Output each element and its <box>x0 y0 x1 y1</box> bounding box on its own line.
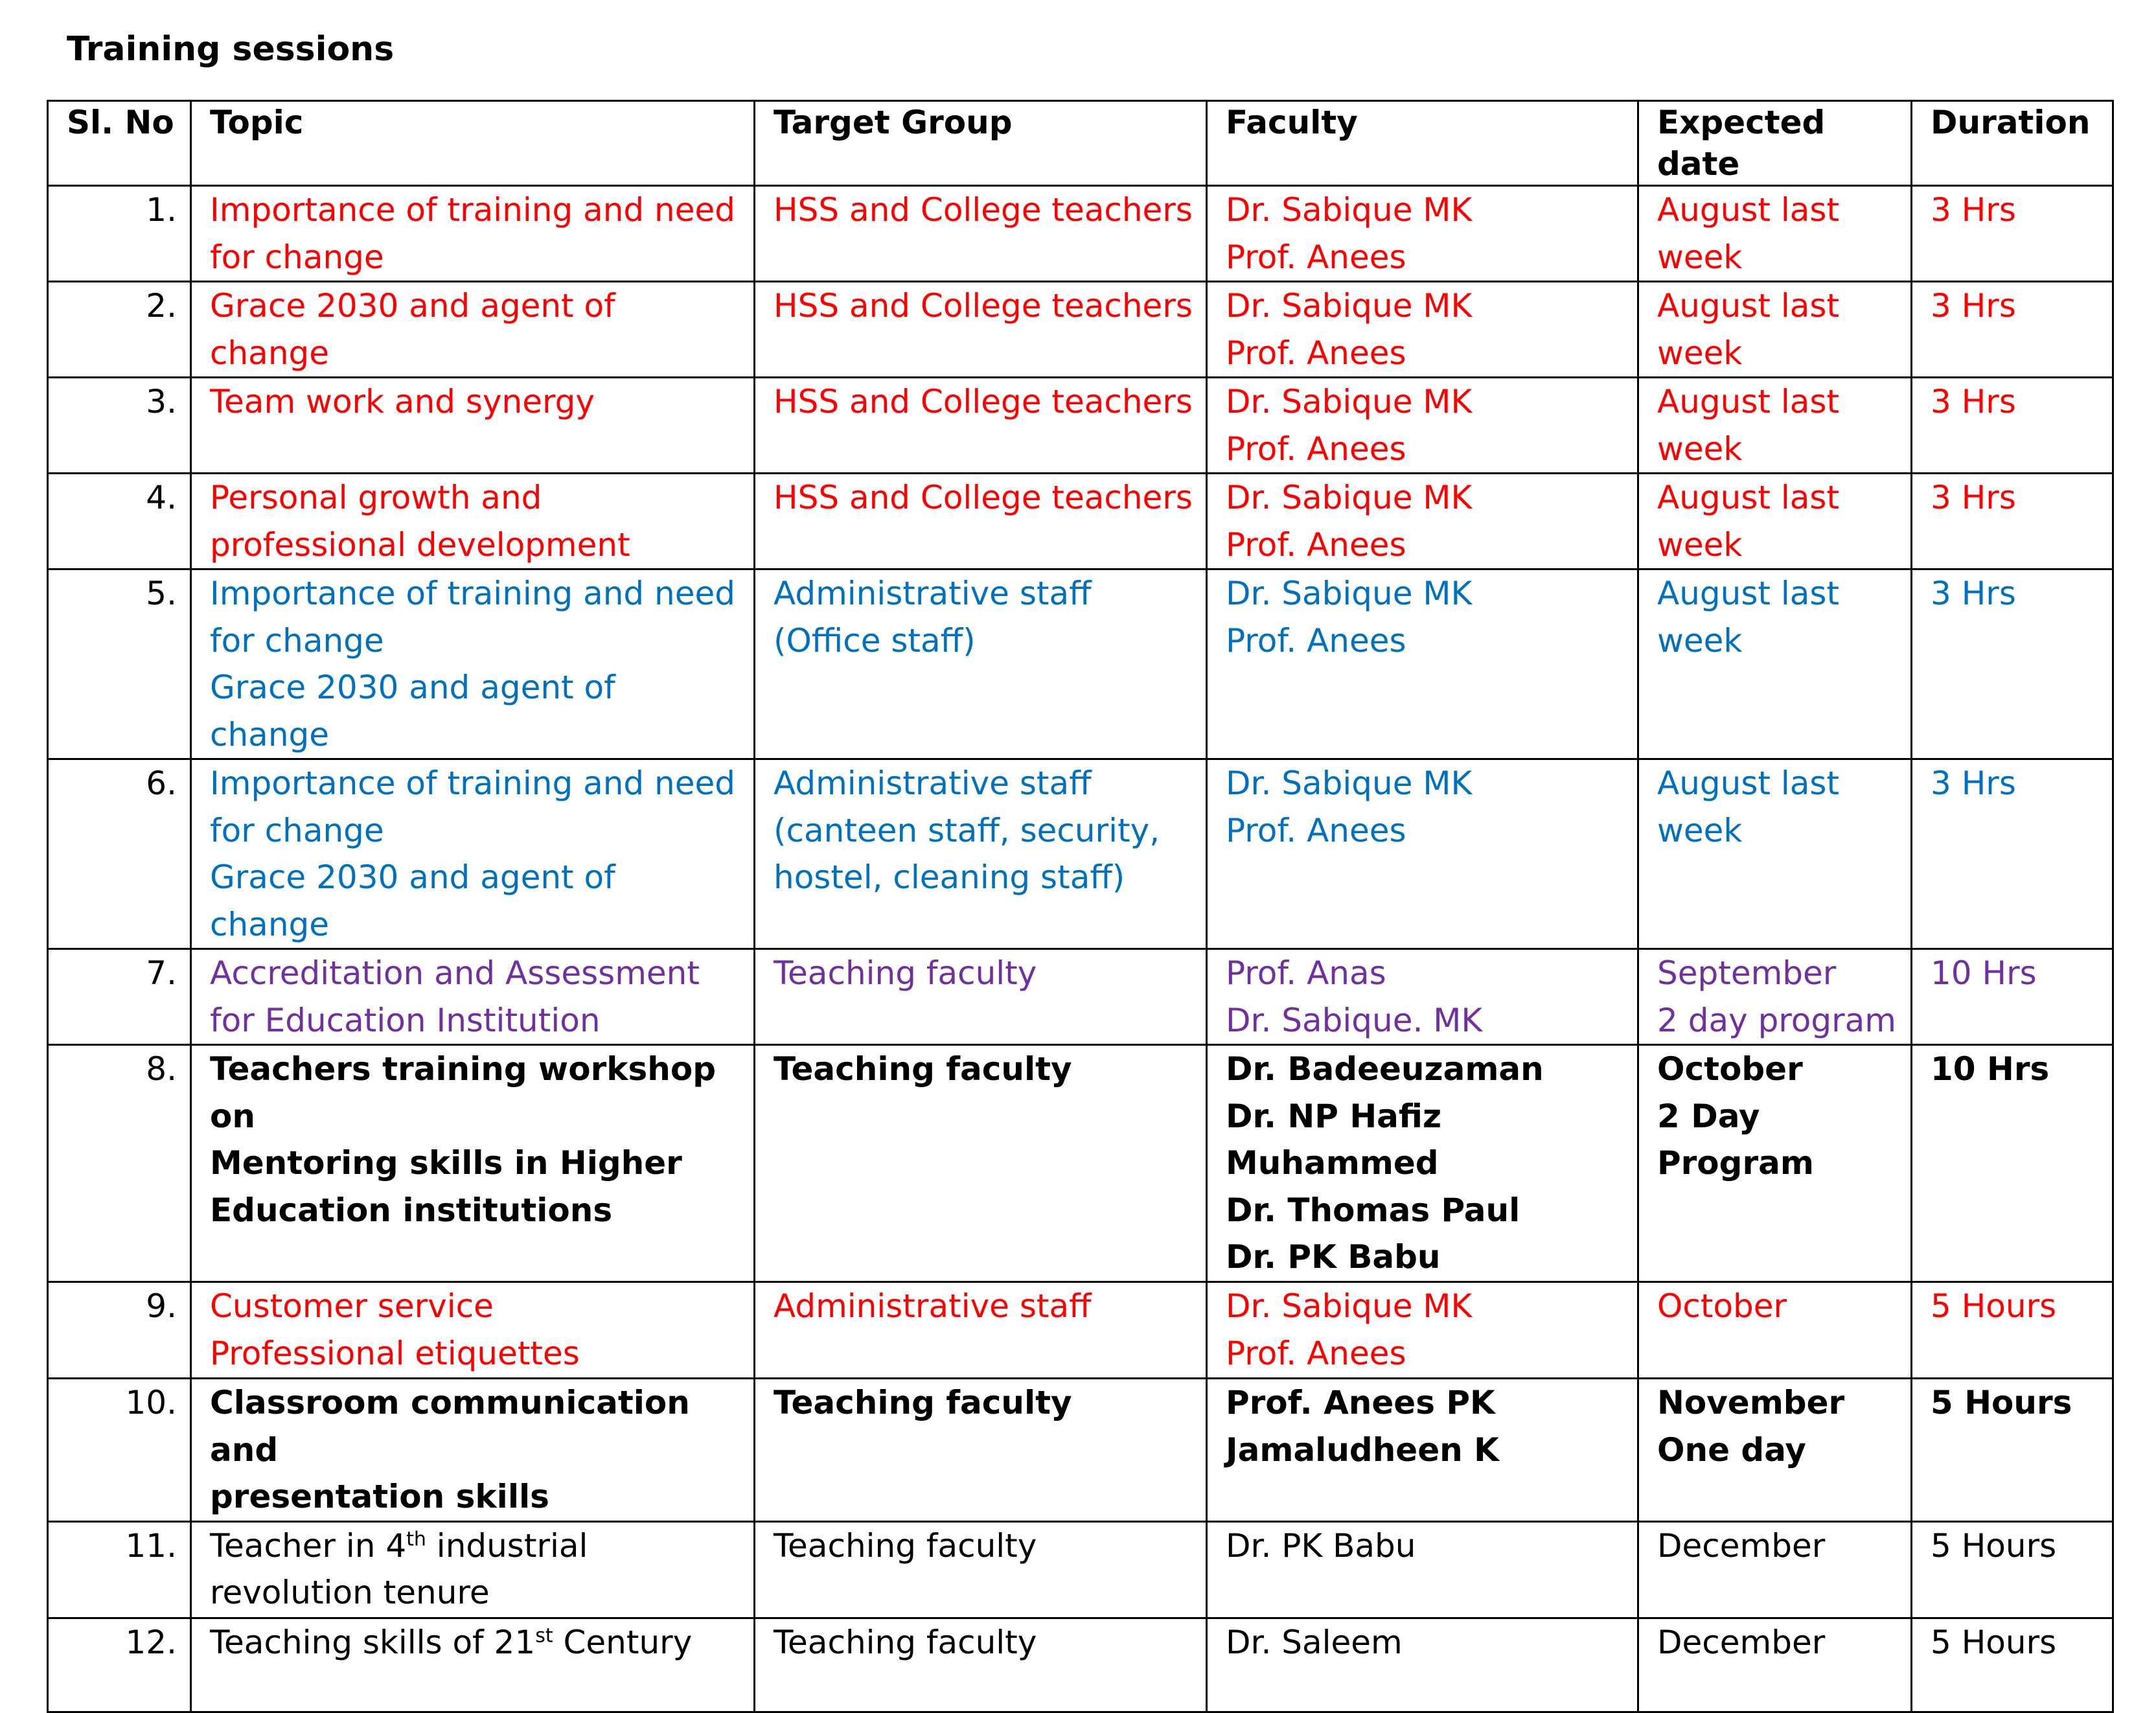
cell-expected-date: August last week <box>1638 759 1912 949</box>
cell-expected-date: August last week <box>1638 569 1912 759</box>
column-header-sl-no: Sl. No <box>48 101 191 186</box>
cell-duration: 5 Hours <box>1912 1282 2113 1379</box>
cell-duration: 3 Hrs <box>1912 474 2113 569</box>
cell-faculty: Dr. Sabique MK Prof. Anees <box>1207 1282 1638 1379</box>
cell-sl-no: 2. <box>48 282 191 378</box>
cell-target-group: HSS and College teachers <box>755 474 1207 569</box>
table-row <box>48 474 2113 569</box>
cell-sl-no: 3. <box>48 378 191 474</box>
cell-topic: Classroom communication and presentation skills <box>191 1379 755 1522</box>
cell-target-group: HSS and College teachers <box>755 186 1207 282</box>
cell-topic <box>191 1521 755 1618</box>
cell-sl-no: 7. <box>48 949 191 1045</box>
cell-topic: Importance of training and need for change <box>191 186 755 282</box>
cell-expected-date: November One day <box>1638 1379 1912 1522</box>
cell-faculty: Dr. PK Babu <box>1207 1521 1638 1618</box>
cell-duration: 5 Hours <box>1912 1521 2113 1618</box>
cell-duration: 3 Hrs <box>1912 186 2113 282</box>
cell-topic: Accreditation and Assessment for Education Institution <box>191 949 755 1045</box>
cell-faculty: Dr. Badeeuzaman Dr. NP Hafiz Muhammed Dr. Thomas Paul Dr. PK Babu <box>1207 1045 1638 1282</box>
column-header-topic: Topic <box>191 101 755 186</box>
cell-faculty: Dr. Sabique MK Prof. Anees <box>1207 378 1638 474</box>
table-row <box>48 282 2113 378</box>
table-row <box>48 569 2113 759</box>
cell-expected-date: August last week <box>1638 282 1912 378</box>
topic-text: Teaching skills of 21 <box>210 1623 536 1661</box>
cell-expected-date: August last week <box>1638 378 1912 474</box>
cell-expected-date: December <box>1638 1521 1912 1618</box>
topic-text: Century <box>553 1623 693 1661</box>
cell-expected-date: December <box>1638 1618 1912 1712</box>
cell-sl-no: 1. <box>48 186 191 282</box>
cell-faculty: Dr. Sabique MK Prof. Anees <box>1207 282 1638 378</box>
cell-duration: 10 Hrs <box>1912 949 2113 1045</box>
cell-faculty: Dr. Sabique MK Prof. Anees <box>1207 474 1638 569</box>
cell-expected-date: October 2 Day Program <box>1638 1045 1912 1282</box>
cell-duration: 3 Hrs <box>1912 378 2113 474</box>
cell-target-group: HSS and College teachers <box>755 378 1207 474</box>
cell-target-group: Administrative staff (Office staff) <box>755 569 1207 759</box>
table-row <box>48 759 2113 949</box>
cell-target-group: Administrative staff (canteen staff, security, hostel, cleaning staff) <box>755 759 1207 949</box>
cell-duration: 5 Hours <box>1912 1618 2113 1712</box>
table-row <box>48 1045 2113 1282</box>
cell-topic: Grace 2030 and agent of change <box>191 282 755 378</box>
cell-topic: Teachers training workshop on Mentoring skills in Higher Education institutions <box>191 1045 755 1282</box>
cell-expected-date: September 2 day program <box>1638 949 1912 1045</box>
cell-duration: 3 Hrs <box>1912 569 2113 759</box>
table-row <box>48 186 2113 282</box>
cell-duration: 3 Hrs <box>1912 282 2113 378</box>
cell-topic <box>191 1618 755 1712</box>
page-title: Training sessions <box>67 30 395 69</box>
cell-sl-no: 11. <box>48 1521 191 1618</box>
cell-duration: 3 Hrs <box>1912 759 2113 949</box>
table-row <box>48 1521 2113 1618</box>
cell-faculty: Dr. Sabique MK Prof. Anees <box>1207 759 1638 949</box>
cell-faculty: Dr. Sabique MK Prof. Anees <box>1207 569 1638 759</box>
cell-expected-date: August last week <box>1638 474 1912 569</box>
cell-target-group: Teaching faculty <box>755 949 1207 1045</box>
cell-sl-no: 8. <box>48 1045 191 1282</box>
column-header-target-group: Target Group <box>755 101 1207 186</box>
cell-expected-date: August last week <box>1638 186 1912 282</box>
table-row <box>48 1282 2113 1379</box>
cell-faculty: Dr. Sabique MK Prof. Anees <box>1207 186 1638 282</box>
cell-topic: Importance of training and need for change Grace 2030 and agent of change <box>191 569 755 759</box>
cell-target-group: Teaching faculty <box>755 1618 1207 1712</box>
cell-sl-no: 5. <box>48 569 191 759</box>
cell-topic: Personal growth and professional development <box>191 474 755 569</box>
cell-faculty: Prof. Anees PK Jamaludheen K <box>1207 1379 1638 1522</box>
cell-sl-no: 9. <box>48 1282 191 1379</box>
table-row <box>48 949 2113 1045</box>
cell-target-group: Teaching faculty <box>755 1521 1207 1618</box>
cell-target-group: Teaching faculty <box>755 1379 1207 1522</box>
cell-duration: 10 Hrs <box>1912 1045 2113 1282</box>
cell-topic: Customer service Professional etiquettes <box>191 1282 755 1379</box>
training-sessions-table <box>47 100 2114 1713</box>
cell-topic: Team work and synergy <box>191 378 755 474</box>
cell-target-group: HSS and College teachers <box>755 282 1207 378</box>
cell-duration: 5 Hours <box>1912 1379 2113 1522</box>
ordinal-suffix: th <box>406 1527 426 1550</box>
cell-sl-no: 4. <box>48 474 191 569</box>
column-header-expected-date: Expected date <box>1638 101 1912 186</box>
table-header-row <box>48 101 2113 186</box>
cell-faculty: Dr. Saleem <box>1207 1618 1638 1712</box>
table-row <box>48 378 2113 474</box>
ordinal-suffix: st <box>535 1624 553 1647</box>
table-row <box>48 1618 2113 1712</box>
cell-expected-date: October <box>1638 1282 1912 1379</box>
cell-sl-no: 12. <box>48 1618 191 1712</box>
cell-faculty: Prof. Anas Dr. Sabique. MK <box>1207 949 1638 1045</box>
table-row <box>48 1379 2113 1522</box>
cell-sl-no: 6. <box>48 759 191 949</box>
cell-target-group: Administrative staff <box>755 1282 1207 1379</box>
cell-sl-no: 10. <box>48 1379 191 1522</box>
column-header-duration: Duration <box>1912 101 2113 186</box>
topic-text: Teacher in 4 <box>210 1526 407 1565</box>
cell-target-group: Teaching faculty <box>755 1045 1207 1282</box>
cell-topic: Importance of training and need for change Grace 2030 and agent of change <box>191 759 755 949</box>
column-header-faculty: Faculty <box>1207 101 1638 186</box>
topic-text: industrial revolution tenure <box>210 1526 588 1611</box>
